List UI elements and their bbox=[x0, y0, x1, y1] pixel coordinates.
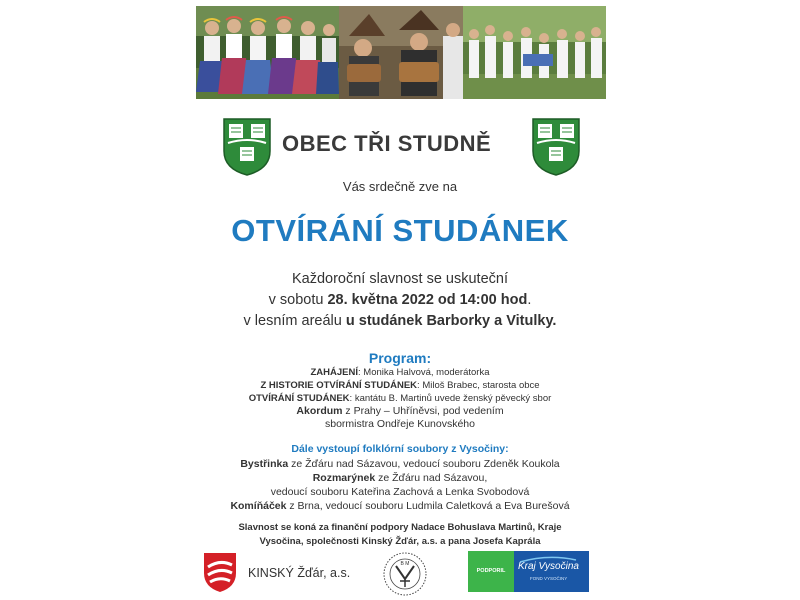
kraj-name: Kraj Vysočina bbox=[518, 561, 579, 572]
martinu-foundation-logo-icon bbox=[382, 551, 428, 597]
sponsors-line-2: Vysočina, společnosti Kinský Žďár, a.s. a pana Josefa Kaprála bbox=[259, 536, 541, 547]
sponsors-line-1: Slavnost se koná za finanční podpory Nadace Bohuslava Martinů, Kraje bbox=[238, 522, 562, 533]
kraj-podporil-label: PODPORIL bbox=[476, 568, 506, 574]
event-place: u studánek Barborky a Vitulky. bbox=[345, 313, 557, 329]
kinsky-logo-icon bbox=[202, 551, 238, 593]
program-item: OTVÍRÁNÍ STUDÁNEK: kantátu B. Martinů uvede ženský pěvecký sbor bbox=[248, 393, 552, 404]
photo-folk-dancers bbox=[196, 6, 339, 99]
kraj-vysocina-logo-icon bbox=[468, 551, 589, 592]
program-item: Akordum z Prahy – Uhříněvsi, pod vedením bbox=[296, 405, 504, 417]
header-photo-strip bbox=[196, 6, 606, 99]
program-heading: Program: bbox=[368, 350, 432, 366]
program-item: sbormistra Ondřeje Kunovského bbox=[325, 418, 475, 430]
event-date: 28. května 2022 od 14:00 hod bbox=[327, 292, 528, 308]
village-crest-icon bbox=[531, 117, 581, 177]
details-line-1: Každoroční slavnost se uskuteční bbox=[291, 271, 508, 287]
details-line-3 bbox=[0, 311, 800, 332]
folk-item: Rozmarýnek ze Žďáru nad Sázavou, bbox=[312, 472, 488, 484]
photo-audience-forest bbox=[463, 6, 606, 99]
svg-text:B M: B M bbox=[400, 561, 410, 567]
event-details bbox=[0, 269, 800, 332]
village-crest-icon bbox=[222, 117, 272, 177]
folk-list bbox=[0, 457, 800, 513]
program-list bbox=[0, 366, 800, 431]
folk-item: Komíňáček z Brna, vedoucí souboru Ludmila Caletková a Eva Burešová bbox=[230, 500, 570, 512]
folk-heading: Dále vystoupí folklórní soubory z Vysočiny: bbox=[291, 443, 509, 455]
program-item: Z HISTORIE OTVÍRÁNÍ STUDÁNEK: Miloš Brabec, starosta obce bbox=[260, 380, 540, 391]
photo-musicians bbox=[339, 6, 463, 99]
village-title: OBEC TŘI STUDNĚ bbox=[282, 131, 492, 156]
details-place-prefix: v lesním areálu bbox=[243, 313, 342, 329]
folk-item: vedoucí souboru Kateřina Zachová a Lenka Svobodová bbox=[270, 486, 530, 498]
details-line-2 bbox=[0, 290, 800, 311]
event-title: OTVÍRÁNÍ STUDÁNEK bbox=[231, 213, 569, 248]
details-date-suffix: . bbox=[527, 292, 532, 308]
invite-text: Vás srdečně zve na bbox=[342, 179, 458, 194]
details-date-prefix: v sobotu bbox=[268, 292, 324, 308]
kinsky-name: KINSKÝ Žďár, a.s. bbox=[248, 566, 351, 580]
kraj-fond: FOND VYSOČINY bbox=[530, 576, 568, 581]
program-item: ZAHÁJENÍ: Monika Halvová, moderátorka bbox=[310, 367, 490, 378]
folk-item: Bystřinka ze Žďáru nad Sázavou, vedoucí souboru Zdeněk Koukola bbox=[240, 458, 560, 470]
sponsors-note bbox=[0, 521, 800, 549]
